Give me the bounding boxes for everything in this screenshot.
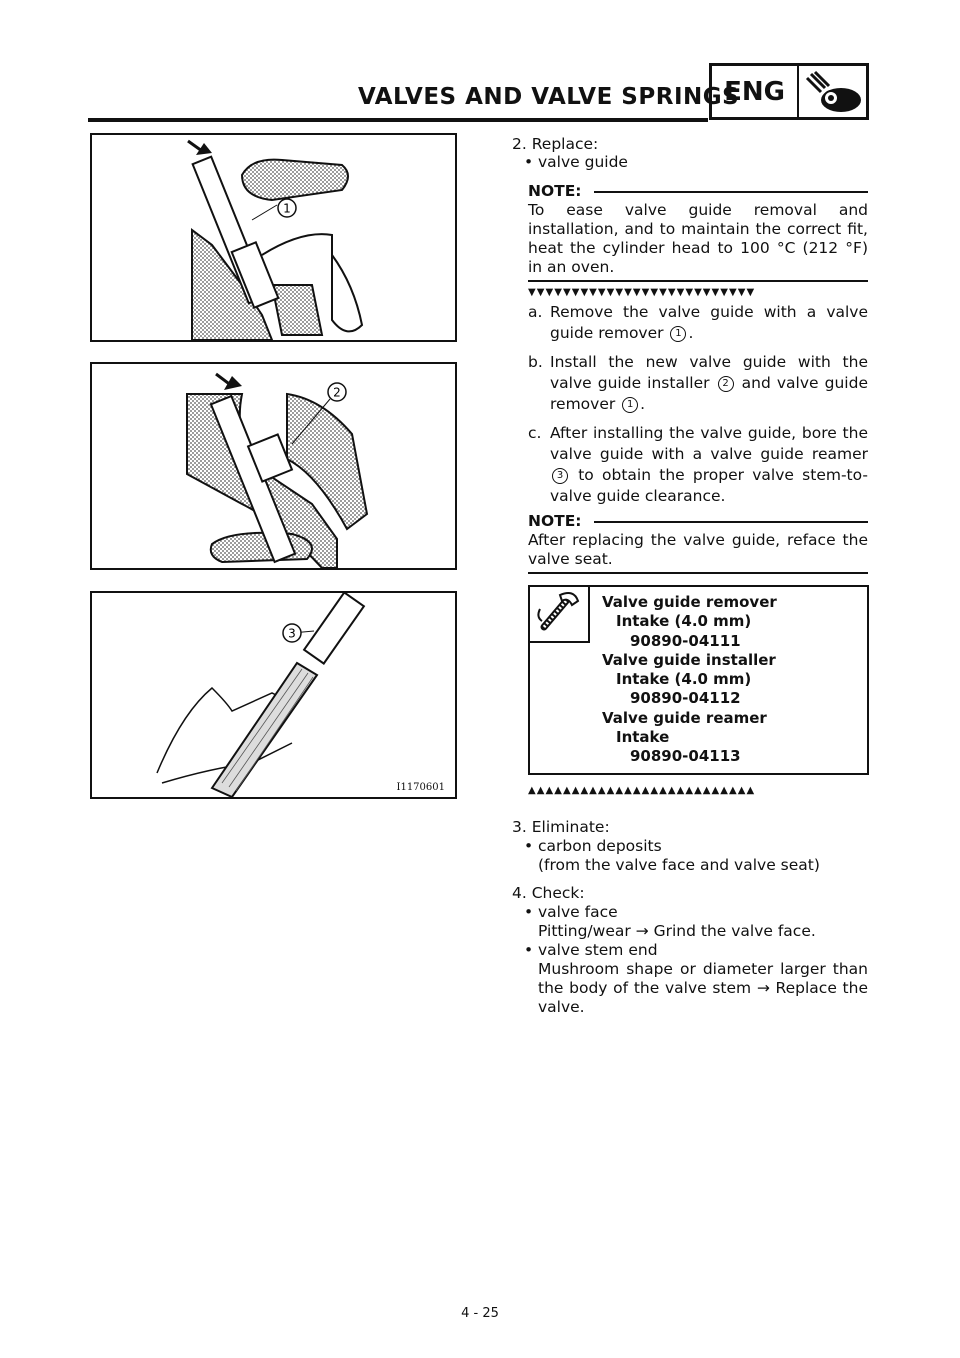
tool-line: 90890-04111: [630, 631, 741, 650]
tool-line: Valve guide reamer: [602, 708, 767, 727]
page-number: 4 - 25: [461, 1306, 499, 1321]
figure-valve-guide-removal: [90, 133, 457, 342]
figure-valve-guide-install: [90, 362, 457, 570]
sub-step-c: c. After installing the valve guide, bore the valve guide with a valve guide reamer 3 to obtain the proper valve stem-to-valve guide clearance.: [528, 424, 868, 505]
step-3-bullet: • carbon deposits: [524, 837, 868, 856]
section-tab: [709, 63, 869, 120]
step-4-bullet: • valve stem end: [524, 941, 868, 960]
procedure-start-marker: ▼▼▼▼▼▼▼▼▼▼▼▼▼▼▼▼▼▼▼▼▼▼▼▼▼▼: [528, 287, 756, 298]
figure-valve-guide-reamer: [90, 591, 457, 799]
note-block-2: [528, 512, 868, 574]
callout-1: 1: [283, 201, 291, 216]
sub-step-b: b. Install the new valve guide with the valve guide installer 2 and valve guide remover 1 .: [528, 353, 868, 413]
header-rule: [88, 118, 708, 122]
note-label: NOTE:: [528, 182, 582, 200]
sub-step-a: a. Remove the valve guide with a valve guide remover 1 .: [528, 303, 868, 342]
step-3-heading: 3. Eliminate:: [512, 818, 610, 836]
special-tool-icon: [530, 587, 590, 643]
note-block-1: [528, 182, 868, 282]
note-label: NOTE:: [528, 512, 582, 530]
figure-code: I1170601: [396, 782, 445, 793]
tool-line: 90890-04112: [630, 689, 741, 708]
tool-line: Valve guide installer: [602, 650, 776, 669]
step-4-detail: Mushroom shape or diameter larger than the body of the valve stem → Replace the valve.: [538, 960, 868, 1016]
section-label: ENG: [712, 66, 799, 117]
step-2-bullet: • valve guide: [524, 153, 868, 172]
note-text: After replacing the valve guide, reface the valve seat.: [528, 531, 868, 568]
tool-line: 90890-04113: [630, 747, 741, 766]
tool-line: Intake: [616, 728, 670, 747]
callout-2: 2: [333, 385, 341, 400]
step-4-detail: Pitting/wear → Grind the valve face.: [538, 922, 816, 940]
engine-crank-icon: [799, 66, 866, 117]
tool-list: [602, 593, 777, 767]
procedure-end-marker: ▲▲▲▲▲▲▲▲▲▲▲▲▲▲▲▲▲▲▲▲▲▲▲▲▲▲: [528, 785, 756, 796]
special-tools-box: [528, 585, 869, 775]
tool-line: Valve guide remover: [602, 593, 777, 611]
note-text: To ease valve guide removal and installation, and to maintain the correct fit, heat the cylinder head to 100 °C (212 °F) in an oven.: [528, 201, 868, 276]
tool-line: Intake (4.0 mm): [616, 612, 752, 631]
procedure-list: [528, 302, 868, 507]
step-4-heading: 4. Check:: [512, 884, 585, 902]
step-4-bullet: • valve face: [524, 903, 868, 922]
page-title: VALVES AND VALVE SPRINGS: [358, 84, 740, 110]
tool-line: Intake (4.0 mm): [616, 670, 752, 689]
callout-3: 3: [288, 626, 296, 641]
step-3-detail: (from the valve face and valve seat): [538, 856, 820, 874]
step-2-heading: 2. Replace:: [512, 135, 599, 153]
